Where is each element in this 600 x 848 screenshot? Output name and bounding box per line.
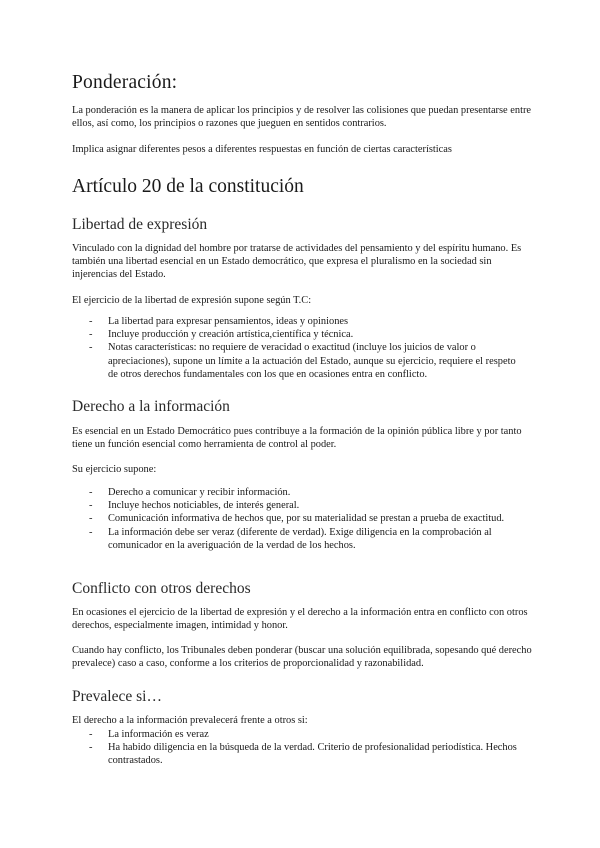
heading-derecho-informacion: Derecho a la información	[72, 398, 230, 415]
paragraph-libertad-intro: Vinculado con la dignidad del hombre por tratarse de actividades del pensamiento y del espíritu humano. Es también una libertad esencial en un Estado democrático, que expresa el pluralismo en la sociedad sin injerencias del Estado.	[72, 243, 522, 281]
paragraph-conflicto-ponderar: Cuando hay conflicto, los Tribunales deben ponderar (buscar una solución equilibrada, sopesando qué derecho prevalece) caso a caso, conforme a los criterios de proporcionalidad y razonabilidad.	[72, 645, 532, 670]
list-item	[72, 741, 517, 767]
list-item-text: La información es veraz	[108, 729, 209, 740]
list-item-text: La información debe ser veraz (diferente de verdad). Exige diligencia en la comprobación al comunicador en la averiguación de la verdad de los hechos.	[108, 526, 492, 551]
list-libertad	[72, 315, 517, 381]
list-item-text: Notas características: no requiere de veracidad o exactitud (incluye los juicios de valor o apreciaciones), supone un límite a la actuación del Estado, aunque su ejercicio, requiere el respeto de otros derechos fundamentales con los que en ocasiones entra en conflicto.	[108, 342, 516, 380]
list-marker: -	[89, 513, 93, 525]
paragraph-ponderacion-definition: La ponderación es la manera de aplicar los principios y de resolver las colisiones que puedan presentarse entre ellos, así como, los principios o razones que jueguen en sentidos contrarios.	[72, 105, 532, 130]
paragraph-ponderacion-weights: Implica asignar diferentes pesos a diferentes respuestas en función de ciertas características	[72, 144, 452, 155]
list-informacion	[72, 486, 517, 552]
list-item	[72, 499, 517, 512]
heading-prevalece: Prevalece si…	[72, 688, 162, 705]
list-item	[72, 341, 517, 381]
list-marker: -	[89, 487, 93, 498]
paragraph-informacion-intro: Es esencial en un Estado Democrático pues contribuye a la formación de la opinión pública libre y por tanto tiene un función esencial como herramienta de control al poder.	[72, 426, 522, 451]
list-marker: -	[89, 342, 93, 354]
list-prevalece	[72, 728, 517, 768]
paragraph-informacion-ejercicio: Su ejercicio supone:	[72, 464, 157, 475]
list-marker: -	[89, 729, 93, 740]
list-marker: -	[89, 329, 93, 341]
paragraph-conflicto-intro: En ocasiones el ejercicio de la libertad de expresión y el derecho a la información entra en conflicto con otros derechos, especialmente imagen, intimidad y honor.	[72, 607, 528, 632]
list-marker: -	[89, 742, 93, 754]
heading-libertad-expresion: Libertad de expresión	[72, 216, 208, 233]
heading-conflicto: Conflicto con otros derechos	[72, 580, 251, 597]
paragraph-prevalece-intro: El derecho a la información prevalecerá frente a otros si:	[72, 715, 308, 726]
list-marker: -	[89, 526, 93, 538]
list-item-text: La libertad para expresar pensamientos, ideas y opiniones	[108, 316, 349, 327]
list-item-text: Derecho a comunicar y recibir información.	[108, 487, 291, 498]
list-item	[72, 512, 517, 525]
list-item-text: Incluye producción y creación artística,científica y técnica.	[108, 329, 354, 341]
heading-ponderacion: Ponderación:	[72, 72, 178, 93]
list-item	[72, 526, 517, 552]
list-item	[72, 328, 517, 341]
list-item-text: Ha habido diligencia en la búsqueda de la verdad. Criterio de profesionalidad periodística. Hechos contrastados.	[108, 742, 517, 767]
list-item-text: Comunicación informativa de hechos que, por su materialidad se prestan a prueba de exactitud.	[108, 513, 505, 525]
list-item-text: Incluye hechos noticiables, de interés general.	[108, 500, 300, 512]
paragraph-libertad-ejercicio: El ejercicio de la libertad de expresión supone según T.C:	[72, 295, 312, 306]
list-item	[72, 728, 517, 741]
list-item	[72, 315, 517, 328]
list-marker: -	[89, 500, 93, 512]
heading-articulo-20: Artículo 20 de la constitución	[72, 176, 304, 197]
list-marker: -	[89, 316, 93, 327]
list-item	[72, 486, 517, 499]
